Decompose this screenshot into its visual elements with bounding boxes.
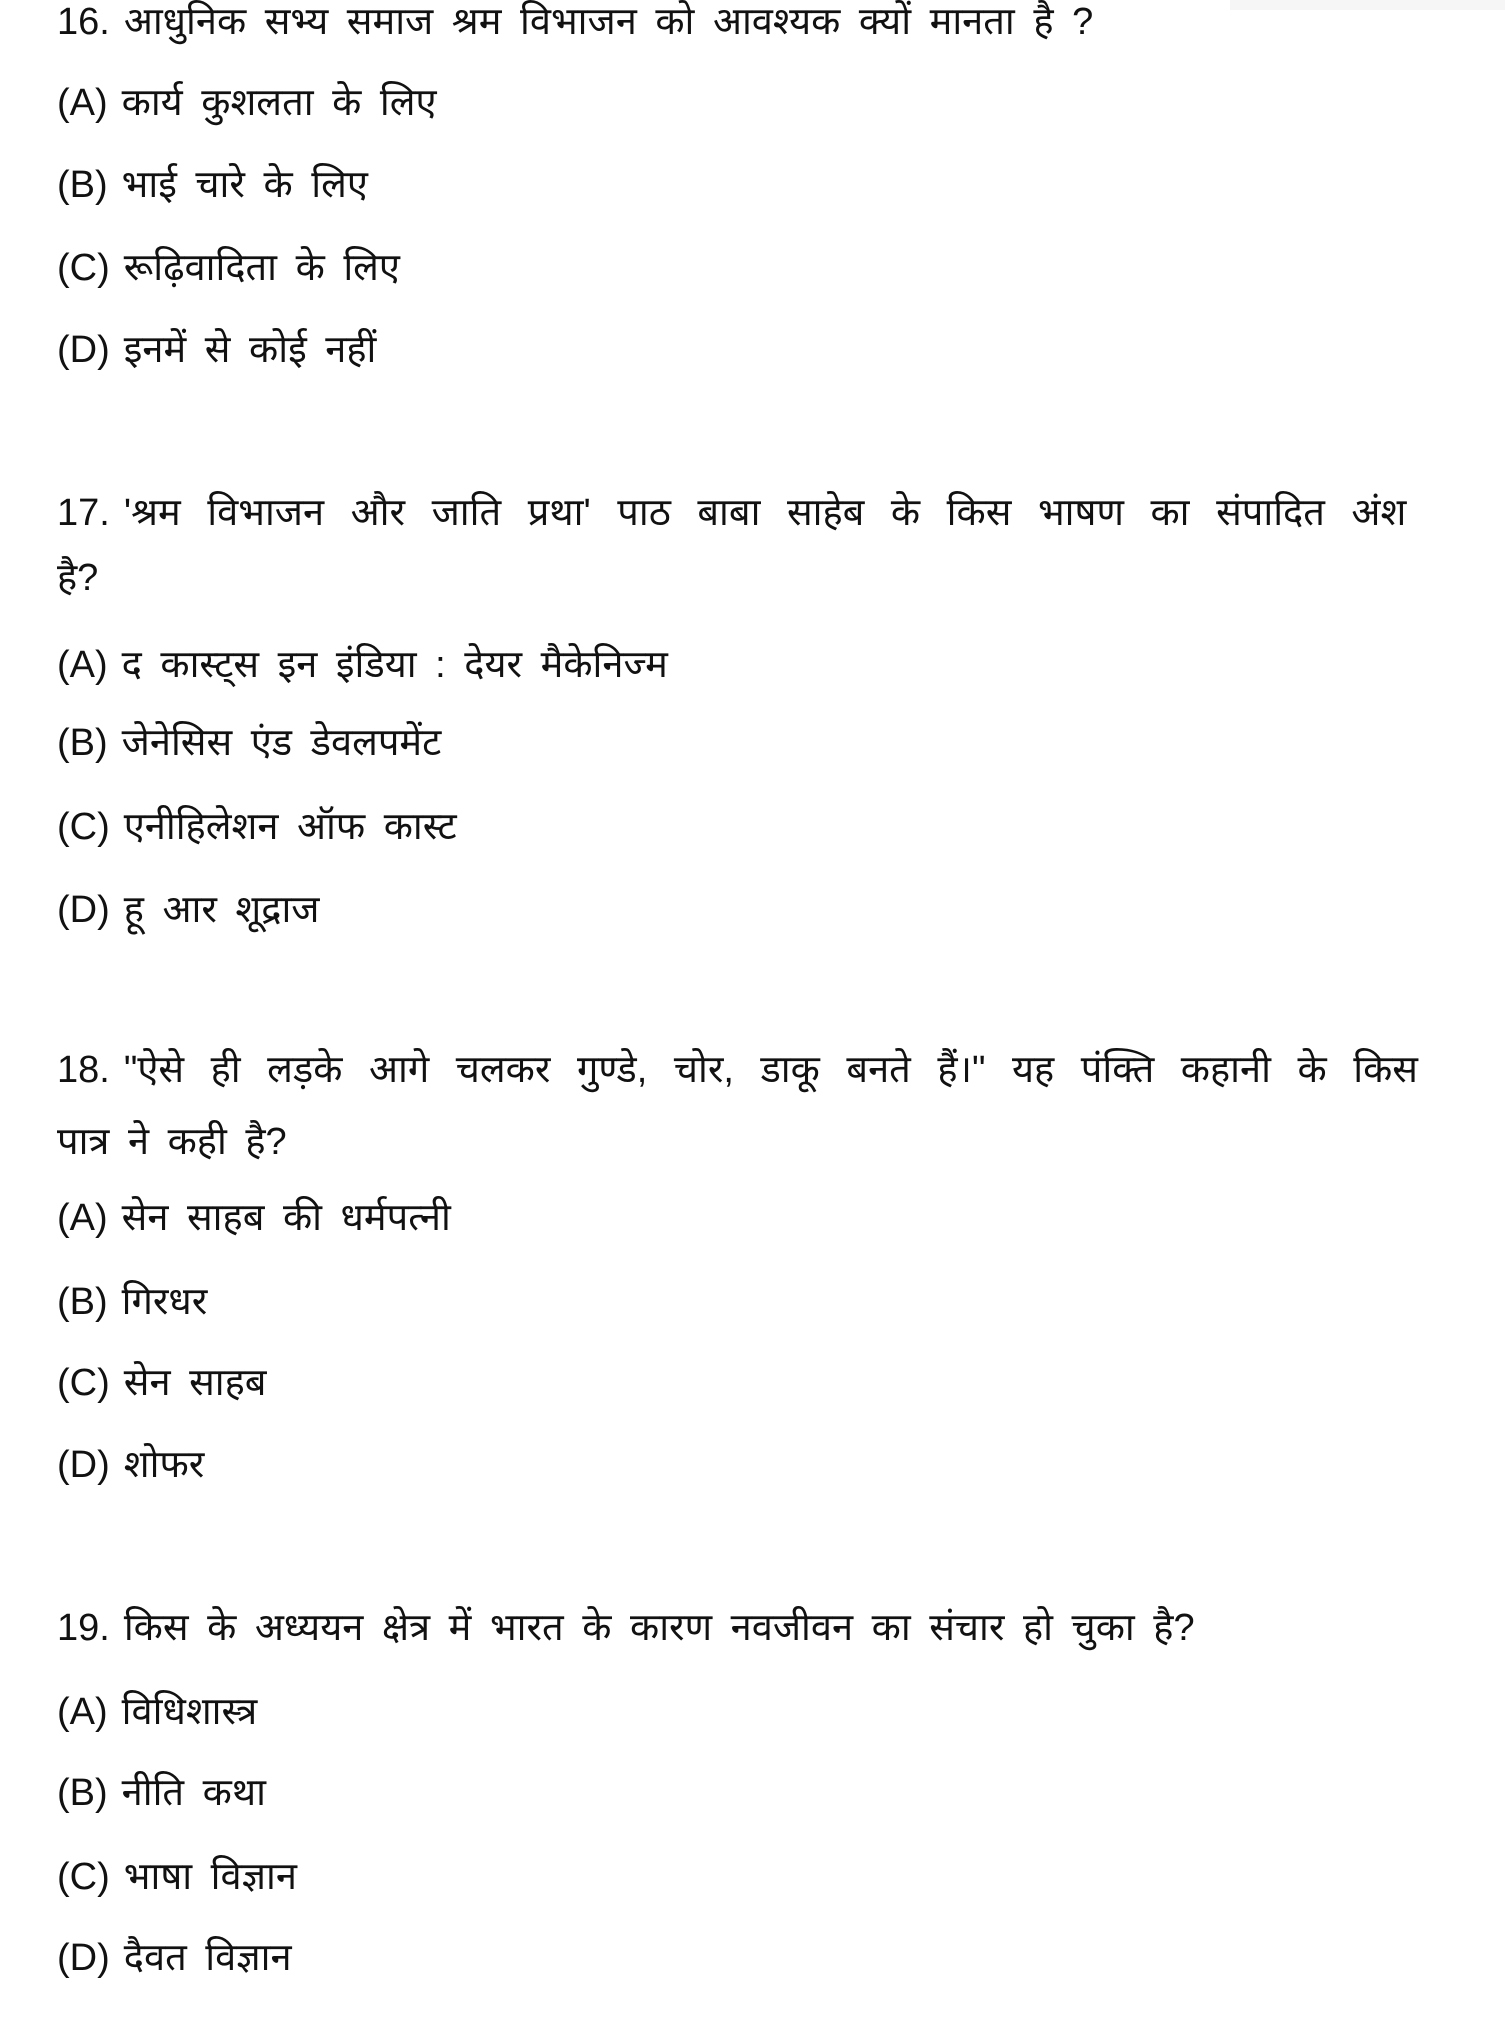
option-d[interactable] xyxy=(57,883,320,937)
option-c[interactable] xyxy=(57,241,400,295)
question-text-line-2 xyxy=(57,1115,287,1169)
question-number: 19. xyxy=(57,1607,110,1649)
option-label: (C) xyxy=(57,1856,110,1898)
option-text: रूढ़िवादिता के लिए xyxy=(123,247,400,289)
option-text: जेनेसिस एंड डेवलपमेंट xyxy=(121,722,442,764)
question-text: पात्र ने कही है? xyxy=(57,1121,287,1163)
question-number: 16. xyxy=(57,1,110,43)
option-c[interactable] xyxy=(57,1850,297,1904)
option-label: (D) xyxy=(57,1444,110,1486)
option-text: गिरधर xyxy=(121,1281,208,1323)
option-label: (D) xyxy=(57,889,110,931)
option-label: (A) xyxy=(57,1197,108,1239)
question-text-line xyxy=(57,1601,1195,1655)
option-a[interactable] xyxy=(57,638,668,692)
question-text-line-2 xyxy=(57,551,98,605)
option-d[interactable] xyxy=(57,1931,292,1985)
option-text: दैवत विज्ञान xyxy=(123,1937,292,1979)
option-label: (D) xyxy=(57,329,110,371)
option-label: (B) xyxy=(57,1772,108,1814)
question-text-line xyxy=(57,486,1409,540)
option-label: (A) xyxy=(57,82,108,124)
option-label: (A) xyxy=(57,644,108,686)
question-number: 18. xyxy=(57,1049,110,1091)
option-text: कार्य कुशलता के लिए xyxy=(121,82,437,124)
question-text: आधुनिक सभ्य समाज श्रम विभाजन को आवश्यक क्यों मानता है ? xyxy=(123,1,1094,43)
option-a[interactable] xyxy=(57,1191,451,1245)
option-label: (C) xyxy=(57,806,110,848)
option-text: एनीहिलेशन ऑफ कास्ट xyxy=(123,806,457,848)
option-text: भाई चारे के लिए xyxy=(121,164,368,206)
option-d[interactable] xyxy=(57,323,376,377)
option-label: (B) xyxy=(57,164,108,206)
question-text: 'श्रम विभाजन और जाति प्रथा' पाठ बाबा साहेब के किस भाषण का संपादित अंश xyxy=(123,492,1407,534)
option-text: हू आर शूद्राज xyxy=(123,889,320,931)
question-text-line xyxy=(57,1043,1418,1097)
option-text: सेन साहब xyxy=(123,1362,267,1404)
question-text: है? xyxy=(57,557,99,599)
option-text: सेन साहब की धर्मपत्नी xyxy=(121,1197,451,1239)
question-text: किस के अध्ययन क्षेत्र में भारत के कारण नवजीवन का संचार हो चुका है? xyxy=(123,1607,1195,1649)
option-c[interactable] xyxy=(57,1356,267,1410)
option-b[interactable] xyxy=(57,1275,207,1329)
option-label: (C) xyxy=(57,1362,110,1404)
option-label: (D) xyxy=(57,1937,110,1979)
option-b[interactable] xyxy=(57,716,441,770)
question-text: "ऐसे ही लड़के आगे चलकर गुण्डे, चोर, डाकू बनते हैं।" यह पंक्ति कहानी के किस xyxy=(123,1049,1418,1091)
option-a[interactable] xyxy=(57,1685,257,1739)
option-text: इनमें से कोई नहीं xyxy=(123,329,377,371)
option-d[interactable] xyxy=(57,1438,204,1492)
question-number: 17. xyxy=(57,492,110,534)
option-b[interactable] xyxy=(57,1766,266,1820)
option-text: भाषा विज्ञान xyxy=(123,1856,297,1898)
option-label: (B) xyxy=(57,722,108,764)
option-text: शोफर xyxy=(123,1444,205,1486)
option-label: (B) xyxy=(57,1281,108,1323)
option-text: नीति कथा xyxy=(121,1772,266,1814)
question-text-line xyxy=(57,0,1093,49)
option-text: विधिशास्त्र xyxy=(121,1691,258,1733)
option-label: (A) xyxy=(57,1691,108,1733)
top-edge-strip xyxy=(1230,0,1505,10)
option-text: द कास्ट्स इन इंडिया : देयर मैकेनिज्म xyxy=(121,644,668,686)
option-a[interactable] xyxy=(57,76,437,130)
option-label: (C) xyxy=(57,247,110,289)
option-b[interactable] xyxy=(57,158,368,212)
option-c[interactable] xyxy=(57,800,457,854)
